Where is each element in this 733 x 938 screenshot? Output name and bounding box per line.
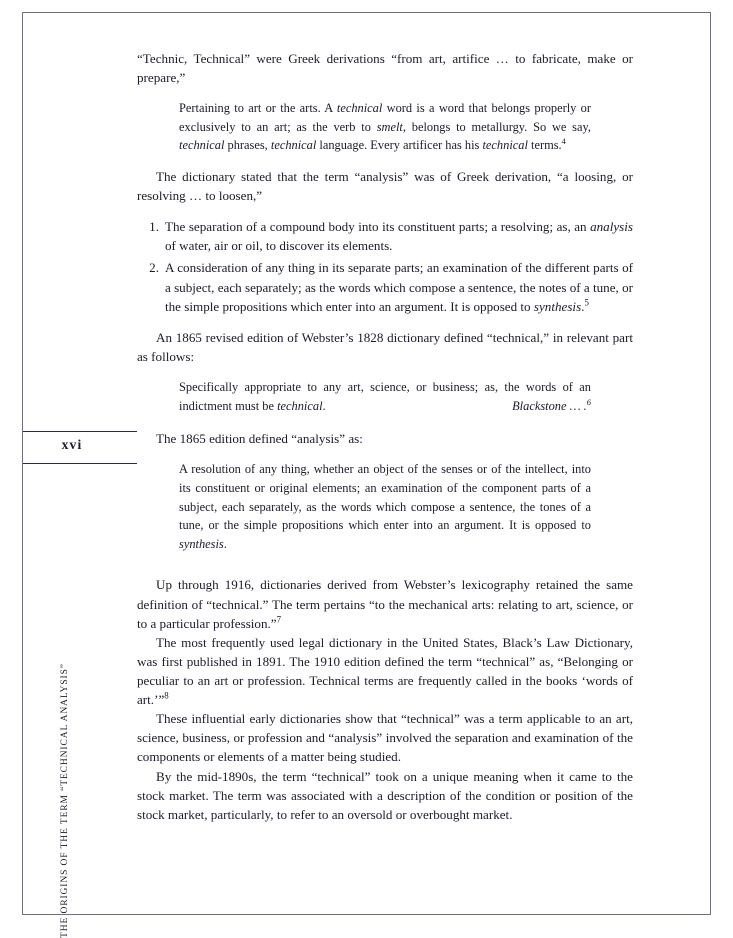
folio-rule-bottom <box>23 463 137 464</box>
paragraph-1916-text: Up through 1916, dictionaries derived from Webster’s lexicography retained the same definition of “technical.” The term pertains “to the mechanical arts: relating to art, science, or to a particular profession.” <box>137 577 633 631</box>
extract2-text-after: . <box>322 398 326 413</box>
list-item-italic-analysis: analysis <box>590 219 633 235</box>
page-margin-column <box>23 13 137 938</box>
list-item <box>137 258 633 315</box>
extract-italic-technical-1: technical <box>336 101 383 116</box>
extract2-text-before: Specifically appropriate to any art, science, or business; as, the words of an indictment must be <box>179 380 591 413</box>
footnote-marker-8: 8 <box>164 690 169 701</box>
extract-italic-smelt: smelt <box>376 119 403 134</box>
footnote-marker-7: 7 <box>276 614 282 625</box>
blockquote-technical-definition <box>179 99 591 155</box>
blockquote-attribution <box>512 397 591 416</box>
extract2-italic-technical: technical <box>277 398 323 413</box>
extract-italic-technical-3: technical <box>270 138 317 153</box>
paragraph-1865-analysis-intro: The 1865 edition defined “analysis” as: <box>155 431 363 447</box>
paragraph-technic-definition: “Technic, Technical” were Greek derivations “from art, artifice … to fabricate, make or prepare,” <box>137 51 633 86</box>
list-item-text-before: A consideration of any thing in its separate parts; an examination of the different parts of a subject, each separately; as the words which compose a sentence, the notes of a tune, or the simple propositions which enter into an argument. It is opposed to <box>165 260 633 314</box>
extract-text-5: language. Every artificer has his <box>316 138 483 153</box>
folio-rule-top <box>23 431 137 432</box>
extract-text-2: word is a word that belongs properly or exclusively to an art; as the verb to <box>179 101 591 134</box>
attribution-source: Blackstone … . <box>512 398 587 413</box>
extract-text-6: terms. <box>527 138 562 153</box>
book-page <box>22 12 711 938</box>
running-head: THE ORIGINS OF THE TERM “TECHNICAL ANALYSIS” <box>60 663 70 938</box>
paragraph-mid-1890s: By the mid-1890s, the term “technical” took on a unique meaning when it came to the stock market. The term was associated with a description of the condition or position of the stock market, particularly, to refer to an oversold or overbought market. <box>137 768 633 822</box>
extract-text-4: phrases, <box>224 138 271 153</box>
paragraph-blacks-law-text: The most frequently used legal dictionary in the United States, Black’s Law Dictionary, was first published in 1891. The 1910 edition defined the term “technical” as, “Belonging or peculiar to an art or profession. Technical terms are frequently called in the books ‘words of art.’” <box>137 634 633 708</box>
list-item-number: 1. <box>149 219 159 235</box>
page-body-text <box>137 49 633 824</box>
extract-text-1: Pertaining to art or the arts. A <box>179 101 337 116</box>
paragraph-spacer <box>137 553 633 566</box>
blockquote-1865-analysis <box>179 460 591 553</box>
list-item-text-after: . <box>581 298 585 314</box>
page-number: xvi <box>61 437 83 452</box>
extract-italic-technical-4: technical <box>482 138 528 153</box>
extract-text-3: , belongs to metallurgy. So we say, <box>402 119 591 134</box>
definition-list <box>137 217 633 316</box>
list-item <box>137 217 633 255</box>
extract3-italic-synthesis: synthesis <box>179 536 224 551</box>
footnote-marker-4: 4 <box>561 136 566 147</box>
paragraph-blacks-law <box>137 633 633 709</box>
blockquote-1865-technical <box>179 378 591 415</box>
list-item-italic-synthesis: synthesis <box>533 298 582 314</box>
extract3-text-before: A resolution of any thing, whether an object of the senses or of the intellect, into its constituent or original elements; an examination of the component parts of a subject, each separately, as the words which compose a sentence, the tones of a tune, or the simple propositions which enter into an argument. It is opposed to <box>179 462 591 533</box>
extract3-text-after: . <box>223 536 227 551</box>
paragraph-analysis-derivation: The dictionary stated that the term “analysis” was of Greek derivation, “a loosing, or resolving … to loosen,” <box>137 169 633 204</box>
footnote-marker-5: 5 <box>584 297 589 308</box>
list-item-text-after: of water, air or oil, to discover its elements. <box>165 238 393 254</box>
list-item-text-before: The separation of a compound body into its constituent parts; a resolving; as, an <box>165 219 591 235</box>
list-item-number: 2. <box>149 260 159 276</box>
footnote-marker-6: 6 <box>586 396 591 407</box>
paragraph-influential-dictionaries: These influential early dictionaries show that “technical” was a term applicable to an art, science, business, or profession and “analysis” involved the separation and examination of the components or elements of a matter being studied. <box>137 711 633 765</box>
paragraph-1865-edition: An 1865 revised edition of Webster’s 1828 dictionary defined “technical,” in relevant part as follows: <box>137 329 633 364</box>
paragraph-1916-dictionaries <box>137 575 633 632</box>
extract-italic-technical-2: technical <box>179 138 225 153</box>
